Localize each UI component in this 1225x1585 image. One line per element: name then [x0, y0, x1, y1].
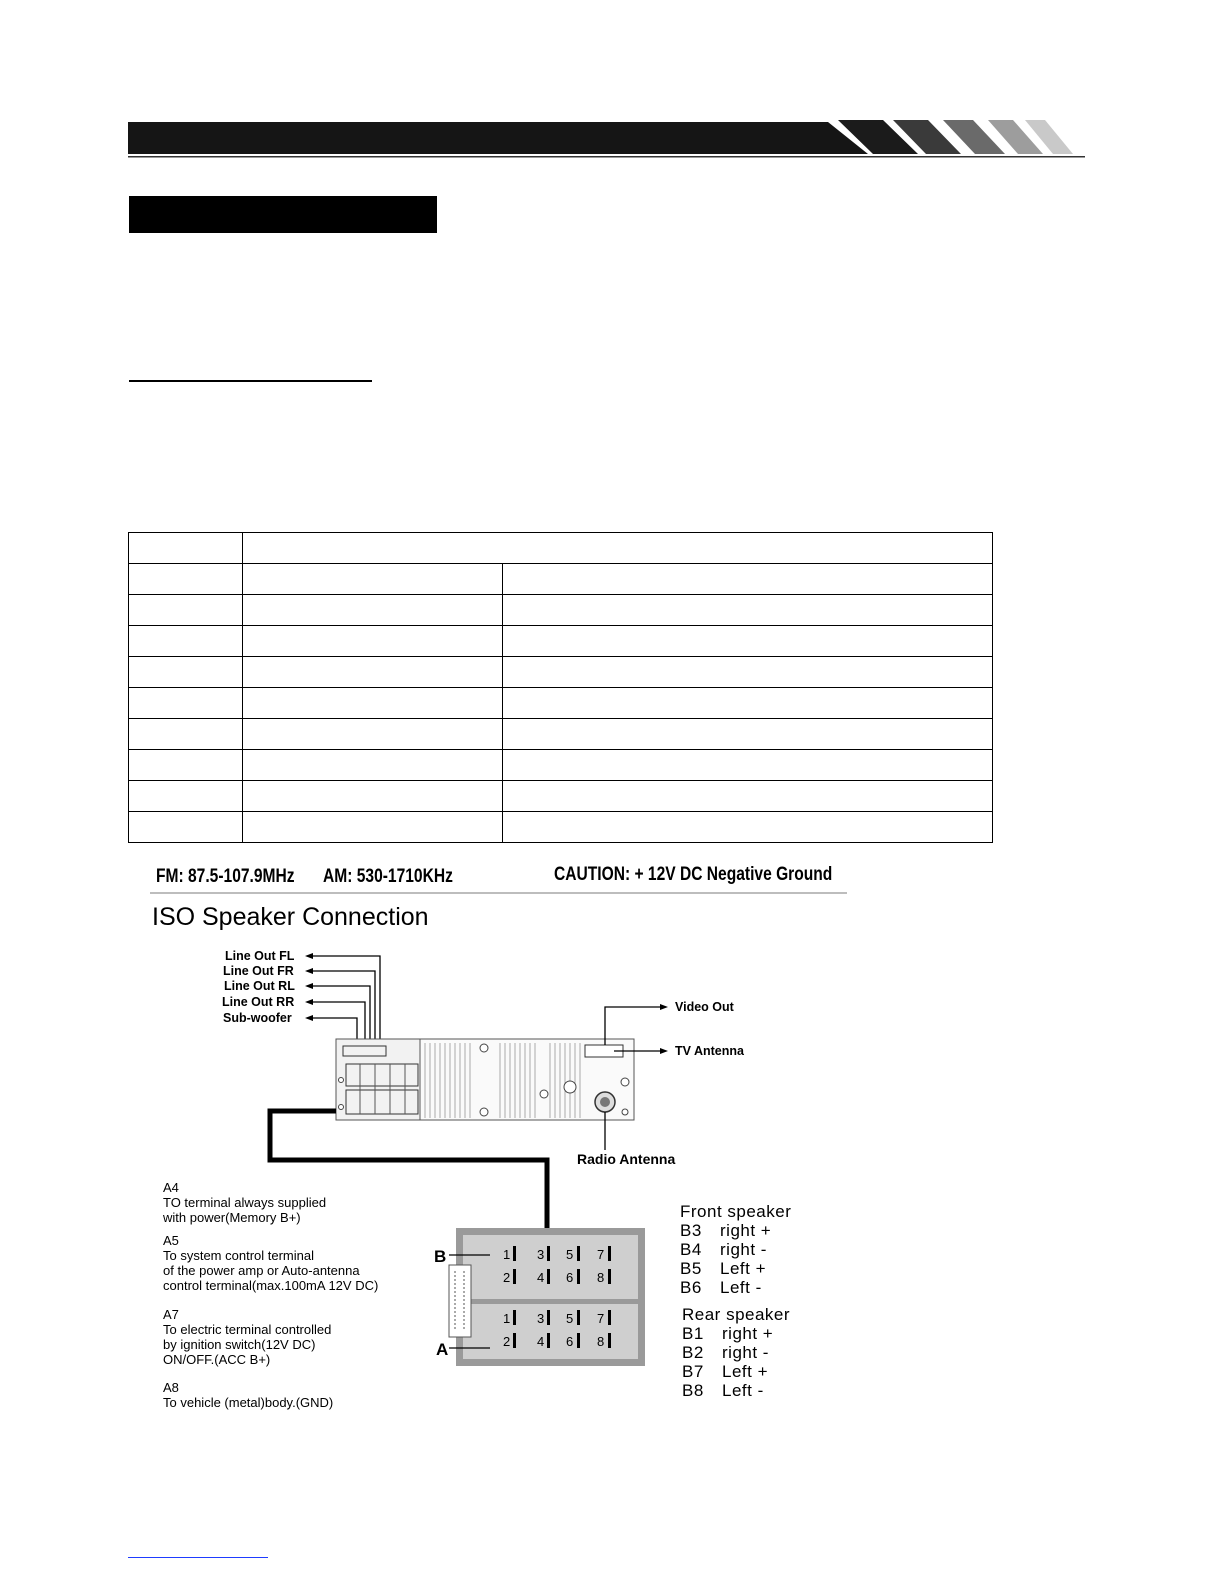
list-item: B1 right + — [682, 1324, 774, 1343]
pin-number: 2 — [503, 1334, 511, 1349]
note-line: To system control terminal — [163, 1248, 314, 1263]
note-line: ON/OFF.(ACC B+) — [163, 1352, 271, 1367]
list-item: B7 Left + — [682, 1362, 769, 1381]
connector-a-label: A — [436, 1340, 449, 1359]
pin-number: 8 — [597, 1270, 605, 1285]
footer-link-rule — [128, 1557, 268, 1558]
connector-b-label: B — [434, 1247, 447, 1266]
list-item: B5 Left + — [680, 1259, 767, 1278]
line-out-rl-label: Line Out RL — [224, 979, 295, 993]
note-code: A4 — [163, 1180, 179, 1195]
note-code: A5 — [163, 1233, 179, 1248]
tv-antenna-arrow — [660, 1048, 668, 1054]
note-line: To electric terminal controlled — [163, 1322, 332, 1337]
radio-antenna-pin — [600, 1097, 610, 1107]
note-code: A8 — [163, 1380, 179, 1395]
pin-number: 4 — [537, 1334, 545, 1349]
pin-number: 8 — [597, 1334, 605, 1349]
pin-number: 6 — [566, 1270, 574, 1285]
pin-number: 3 — [537, 1247, 545, 1262]
line-out-arrows — [305, 953, 313, 1021]
tv-antenna-label: TV Antenna — [675, 1044, 744, 1058]
fm-range: FM: 87.5-107.9MHz — [156, 866, 295, 887]
note-line: of the power amp or Auto-antenna — [163, 1263, 360, 1278]
note-line: by ignition switch(12V DC) — [163, 1337, 316, 1352]
list-item: B8 Left - — [682, 1381, 764, 1400]
list-item: B2 right - — [682, 1343, 769, 1362]
list-item: B3 right + — [680, 1221, 772, 1240]
pin-number: 5 — [566, 1247, 574, 1262]
pin-number: 3 — [537, 1311, 545, 1326]
pin-number: 1 — [503, 1247, 511, 1262]
rear-speaker-title: Rear speaker — [682, 1305, 791, 1324]
note-a4 — [163, 1180, 326, 1225]
video-out-label: Video Out — [675, 1000, 734, 1014]
line-out-fl-label: Line Out FL — [225, 949, 295, 963]
caution-text: CAUTION: + 12V DC Negative Ground — [554, 864, 833, 885]
pin-number: 1 — [503, 1311, 511, 1326]
note-a5 — [163, 1233, 378, 1293]
line-out-labels — [222, 949, 295, 1025]
line-out-leads — [312, 956, 380, 1049]
list-item: B6 Left - — [680, 1278, 762, 1297]
sub-woofer-label: Sub-woofer — [223, 1011, 292, 1025]
video-out-arrow — [660, 1004, 668, 1010]
note-code: A7 — [163, 1307, 179, 1322]
note-a7 — [163, 1307, 331, 1367]
pin-number: 7 — [597, 1247, 605, 1262]
pin-number: 4 — [537, 1270, 545, 1285]
note-line: control terminal(max.100mA 12V DC) — [163, 1278, 379, 1293]
rear-speaker-legend — [682, 1305, 790, 1400]
iso-title: ISO Speaker Connection — [152, 903, 429, 931]
line-out-fr-label: Line Out FR — [223, 964, 294, 978]
pin-number: 7 — [597, 1311, 605, 1326]
note-line: To vehicle (metal)body.(GND) — [163, 1395, 334, 1410]
list-item: B4 right - — [680, 1240, 767, 1259]
pin-number: 2 — [503, 1270, 511, 1285]
line-out-rr-label: Line Out RR — [222, 995, 295, 1009]
front-speaker-title: Front speaker — [680, 1202, 792, 1221]
front-speaker-legend — [680, 1202, 791, 1297]
pin-number: 6 — [566, 1334, 574, 1349]
pin-number: 5 — [566, 1311, 574, 1326]
radio-antenna-label: Radio Antenna — [577, 1151, 676, 1167]
am-range: AM: 530-1710KHz — [323, 866, 453, 887]
note-line: with power(Memory B+) — [163, 1210, 301, 1225]
note-line: TO terminal always supplied — [163, 1195, 327, 1210]
note-a8 — [163, 1380, 333, 1410]
